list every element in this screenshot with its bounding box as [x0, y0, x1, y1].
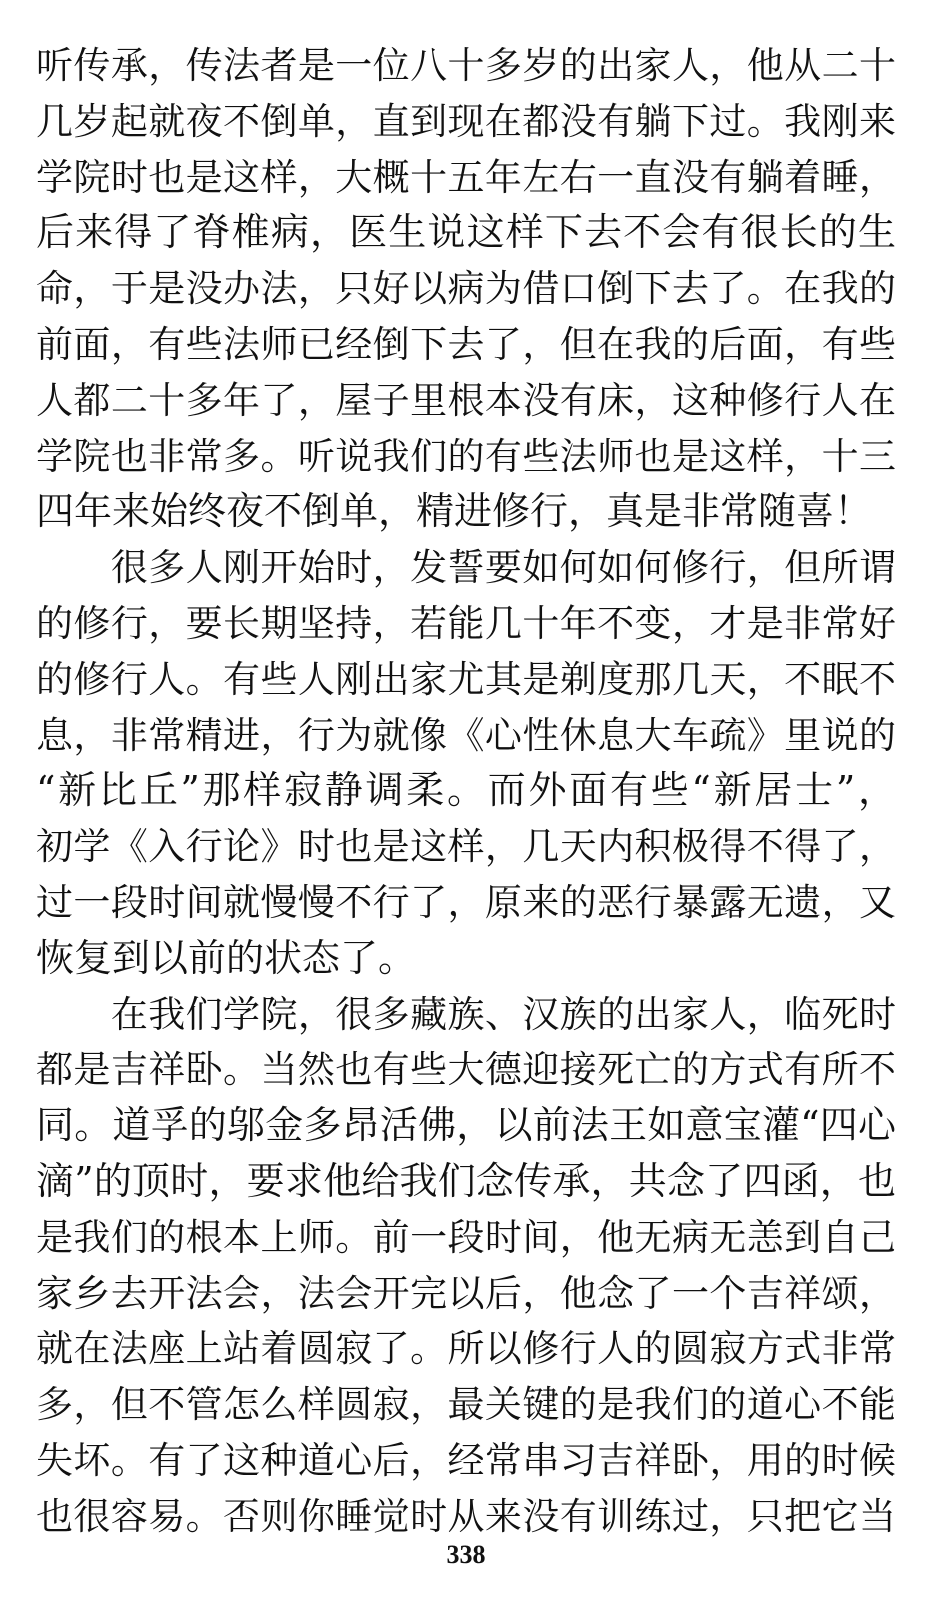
text-line: 学院时也是这样，大概十五年左右一直没有躺着睡，: [36, 155, 896, 199]
text-line: 就在法座上站着圆寂了。所以修行人的圆寂方式非常: [36, 1327, 896, 1371]
text-line: 听传承，传法者是一位八十多岁的出家人，他从二十: [36, 44, 896, 87]
text-line: 很多人刚开始时，发誓要如何如何修行，但所谓: [36, 546, 896, 590]
paragraph-1: [36, 38, 896, 540]
text-line: 学院也非常多。听说我们的有些法师也是这样，十三: [36, 434, 896, 478]
text-line: 人都二十多年了，屋子里根本没有床，这种修行人在: [36, 378, 896, 422]
text-line: 初学《入行论》时也是这样，几天内积极得不得了，: [36, 825, 896, 869]
text-line: 息，非常精进，行为就像《心性休息大车疏》里说的: [36, 713, 896, 757]
text-line: 的修行人。有些人刚出家尤其是剃度那几天，不眠不: [36, 657, 896, 701]
page-number: 338: [446, 1540, 486, 1569]
text-line: 也很容易。否则你睡觉时从来没有训练过，只把它当: [36, 1494, 896, 1538]
text-line: 失坏。有了这种道心后，经常串习吉祥卧，用的时候: [36, 1438, 896, 1482]
text-line: 几岁起就夜不倒单，直到现在都没有躺下过。我刚来: [36, 99, 896, 143]
page-body: [36, 38, 896, 1545]
text-line: 多，但不管怎么样圆寂，最关键的是我们的道心不能: [36, 1383, 896, 1427]
text-line: 后来得了脊椎病，医生说这样下去不会有很长的生: [36, 210, 896, 255]
text-line: 的修行，要长期坚持，若能几十年不变，才是非常好: [36, 601, 896, 645]
paragraph-3: [36, 987, 896, 1545]
text-line: 家乡去开法会，法会开完以后，他念了一个吉祥颂，: [36, 1271, 896, 1315]
text-line: 四年来始终夜不倒单，精进修行，真是非常随喜！: [36, 489, 873, 534]
text-line: 命，于是没办法，只好以病为借口倒下去了。在我的: [36, 267, 896, 311]
text-line: 是我们的根本上师。前一段时间，他无病无恙到自己: [36, 1215, 896, 1259]
text-line: 前面，有些法师已经倒下去了，但在我的后面，有些: [36, 322, 896, 366]
text-line: “新比丘”那样寂静调柔。而外面有些“新居士”，: [36, 768, 896, 813]
text-line: 同。道孚的邬金多昂活佛，以前法王如意宝灌“四心: [36, 1103, 896, 1148]
paragraph-2: [36, 540, 896, 986]
text-line: 过一段时间就慢慢不行了，原来的恶行暴露无遗，又: [36, 880, 896, 924]
text-line: 滴”的顶时，要求他给我们念传承，共念了四函，也: [36, 1158, 896, 1203]
text-line: 都是吉祥卧。当然也有些大德迎接死亡的方式有所不: [36, 1048, 896, 1092]
text-line: 在我们学院，很多藏族、汉族的出家人，临死时: [36, 992, 896, 1036]
text-line: 恢复到以前的状态了。: [36, 935, 417, 980]
